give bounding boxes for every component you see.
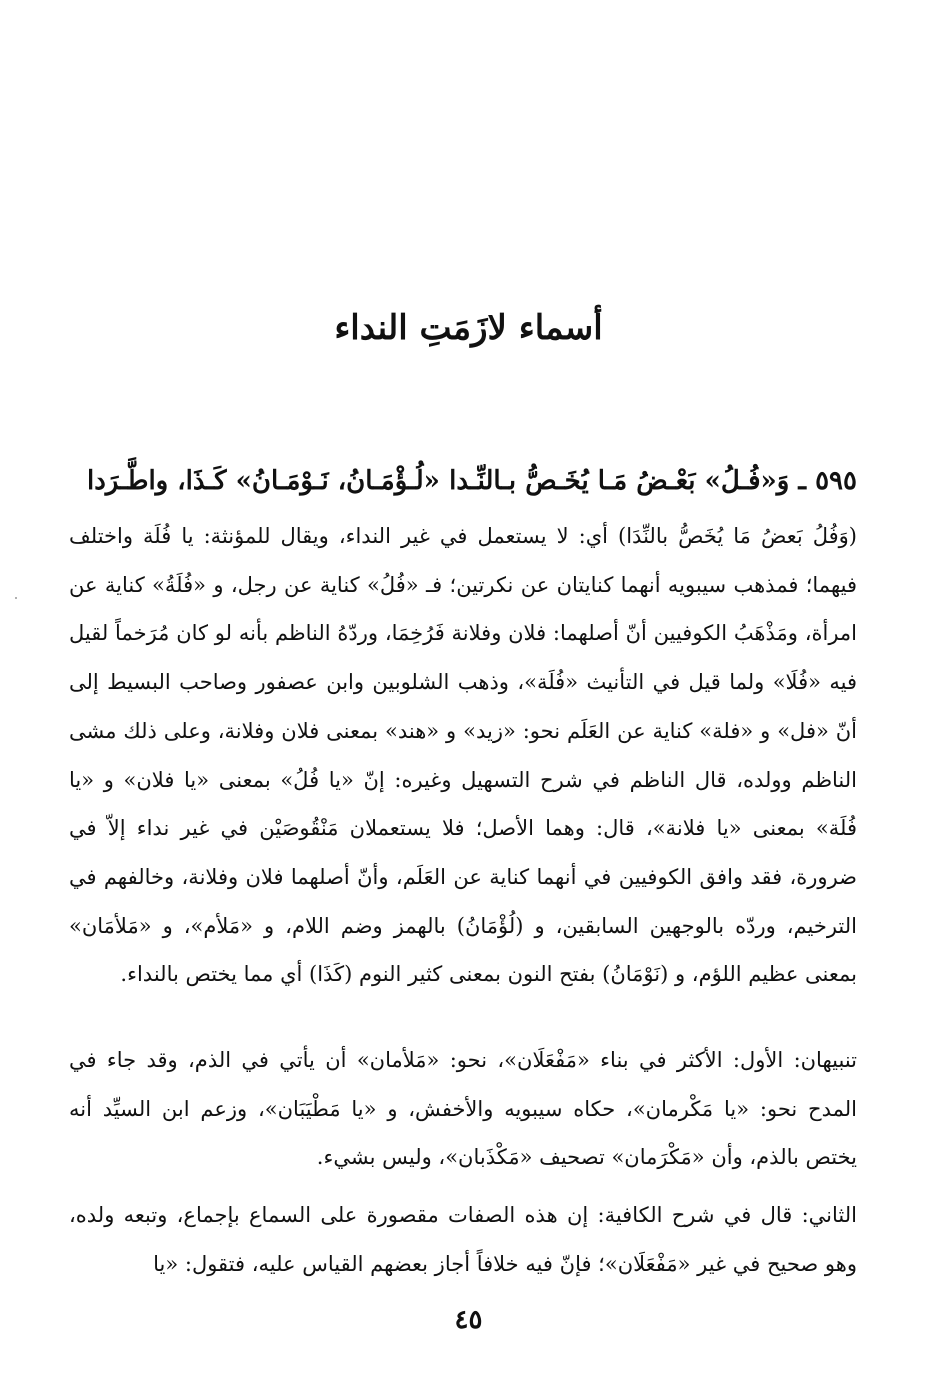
commentary-paragraph: (وَفُلُ بَعضُ مَا يُخَصُّ بالنِّدَا) أي: لا يستعمل في غير النداء، ويقال للمؤنثة: يا فُلَة واختلف فيهما؛ فمذهب سيبويه أنهما كنايتان عن نكرتين؛ فـ «فُلُ» كناية عن رجل، و «فُلَةُ» كناية عن امرأة، ومَذْهَبُ الكوفيين أنّ أصلهما: فلان وفلانة فَرُخِمَا، وردّهُ الناظم بأنه لو كان مُرَخماً لقيل فيه «فُلَا» ولما قيل في التأنيث «فُلَة»، وذهب الشلوبين وابن عصفور وصاحب البسيط إلى أنّ «فل» و «فلة» كناية عن العَلَم نحو: «زيد» و «هند» بمعنى فلان وفلانة، وعلى ذلك مشى الناظم وولده، قال الناظم في شرح التسهيل وغيره: إنّ «يا فُلُ» بمعنى «يا فلان» و «يا فُلَة» بمعنى «يا فلانة»، قال: وهما الأصل؛ فلا يستعملان مَنْقُوصَيْن في غير نداء إلاّ في ضرورة، فقد وافق الكوفيين في أنهما كناية عن العَلَم، وأنّ أصلهما فلان وفلانة، وخالفهم في الترخيم، وردّه بالوجهين السابقين، و (لُؤْمَانُ) بالهمز وضم اللام، و «مَلأم»، و «مَلأمَان» بمعنى عظيم اللؤم، و (نَوْمَانُ) بفتح النون بمعنى كثير النوم (كَذَا) أي مما يختص بالنداء. <box>69 524 857 987</box>
verse-first-hemistich: ٥٩٥ ـ وَ«فُـلُ» بَعْـضُ مَـا يُخَـصُّ بـالنِّـدا <box>449 466 857 496</box>
scan-speck <box>15 597 17 599</box>
note-first-paragraph: تنبيهان: الأول: الأكثر في بناء «مَفْعَلَان»، نحو: «مَلأمان» أن يأتي في الذم، وقد جاء في المدح نحو: «يا مَكْرمان»، حكاه سيبويه والأخفش، و «يا مَطْيَبَان»، وزعم ابن السيِّد أنه يختص بالذم، وأن «مَكْرَمان» تصحيف «مَكْذَبان»، وليس بشيء. <box>69 1048 857 1170</box>
chapter-title: أسماء لازَمَتِ النداء <box>334 308 603 348</box>
verse-line <box>87 456 857 506</box>
page-number: ٤٥ <box>454 1305 483 1335</box>
note-second-paragraph: الثاني: قال في شرح الكافية: إن هذه الصفات مقصورة على السماع بإجماع، وتبعه ولده، وهو صحيح في غير «مَفْعَلَان»؛ فإنّ فيه خلافاً أجاز بعضهم القياس عليه، فتقول: «يا <box>69 1203 857 1276</box>
verse-second-hemistich: «لُـؤْمَـانُ، نَـوْمَـانُ» كَـذَا، واطَّـرَدا <box>87 466 440 496</box>
